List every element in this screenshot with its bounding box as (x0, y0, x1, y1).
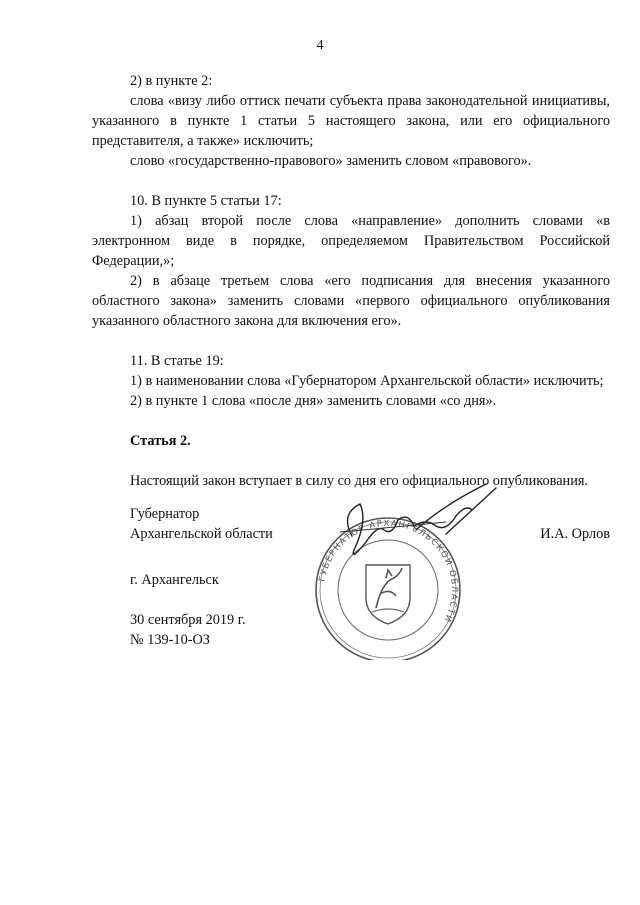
paragraph-item-2: 2) в пункте 2: (130, 73, 213, 89)
seal-ring-text: ГУБЕРНАТОР АРХАНГЕЛЬСКОЙ ОБЛАСТИ (317, 518, 460, 625)
coat-of-arms-ground (372, 609, 404, 612)
page-number: 4 (316, 38, 324, 53)
section-11-heading: 11. В статье 19: (130, 353, 224, 369)
signature-title-line-1: Губернатор (130, 506, 200, 522)
law-number: № 139-10-ОЗ (130, 632, 210, 648)
section-10-item-2: 2) в абзаце третьем слова «его подписания для внесения указанного областного закона» заменить словами «первого официального опубликования указанного областного закона для включения его». (92, 273, 610, 329)
city-line (130, 570, 219, 590)
signatory-name: И.А. Орлов (540, 526, 610, 542)
article-2-text: Настоящий закон вступает в силу со дня его официального опубликования. (130, 473, 588, 489)
document-body (92, 71, 610, 491)
date-number-block (130, 610, 246, 650)
seal-center-ring (338, 540, 438, 640)
section-11-item-1: 1) в наименовании слова «Губернатором Архангельской области» исключить; (130, 373, 604, 389)
coat-of-arms-figure (376, 568, 402, 608)
paragraph-item-2-replace: слово «государственно-правового» заменить словом «правового». (130, 153, 532, 169)
coat-of-arms-shield (366, 565, 410, 624)
signature-title-line-2: Архангельской области (130, 526, 273, 542)
section-11-item-2: 2) в пункте 1 слова «после дня» заменить словами «со дня». (130, 393, 497, 409)
official-seal-with-signature (296, 470, 506, 660)
signature-title (130, 504, 273, 544)
section-10-item-1: 1) абзац второй после слова «направление» дополнить словами «в электронном виде в порядке, определяемом Правительством Российской Федерации,»; (92, 213, 610, 269)
section-10-heading: 10. В пункте 5 статьи 17: (130, 193, 282, 209)
city: г. Архангельск (130, 572, 219, 588)
paragraph-item-2-text: слова «визу либо оттиск печати субъекта права законодательной инициативы, указанного в пункте 1 статьи 5 настоящего закона, или его официального представителя, а также» исключить; (92, 93, 610, 149)
law-date: 30 сентября 2019 г. (130, 612, 246, 628)
article-2-heading: Статья 2. (130, 433, 191, 449)
